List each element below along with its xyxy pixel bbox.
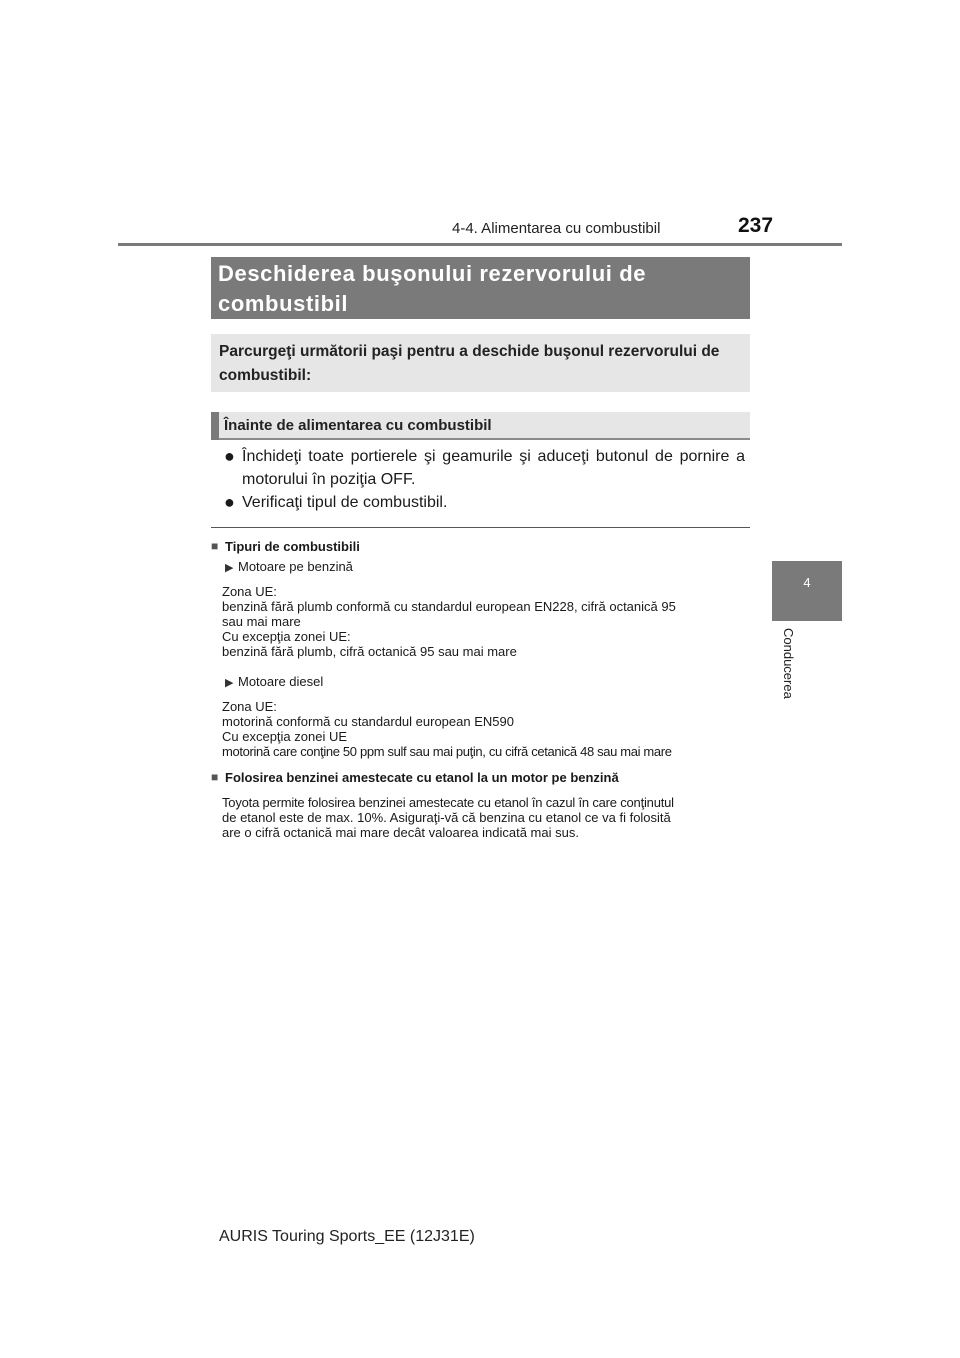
subheading-marker [211,412,219,440]
subheading: Înainte de alimentarea cu combustibil [224,417,492,434]
note-heading-ethanol: Folosirea benzinei amestecate cu etanol la un motor pe benzină [225,770,619,785]
bullet-icon: ● [224,492,235,512]
chapter-tab [772,561,842,621]
ethanol-line: are o cifră octanică mai mare decât valoarea indicată mai sus. [222,825,579,840]
diesel-line: Zona UE: [222,699,277,714]
bullet-item: Închideţi toate portierele şi geamurile şi aduceţi butonul de pornire a motorului în poziţia OFF. [242,448,745,488]
chapter-number: 4 [803,575,811,590]
arrow-right-icon: ▶ [225,677,234,689]
square-bullet-icon: ■ [211,770,219,784]
note-heading-fuel-types: Tipuri de combustibili [225,539,360,554]
ethanol-line: de etanol este de max. 10%. Asiguraţi-vă că benzina cu etanol ce va fi folosită [222,810,671,825]
page-number: 237 [738,214,774,237]
diesel-engines-label: Motoare diesel [238,674,324,689]
diesel-line: motorină conformă cu standardul european EN590 [222,714,514,729]
bullet-item: Verificaţi tipul de combustibil. [242,494,448,511]
arrow-right-icon: ▶ [225,562,234,574]
diesel-line: motorină care conţine 50 ppm sulf sau mai puţin, cu cifră cetanică 48 sau mai mare [222,744,672,759]
notes-divider [211,527,750,528]
chapter-label: Conducerea [781,628,796,699]
petrol-line: Cu excepţia zonei UE: [222,629,351,644]
header-divider [118,243,842,246]
petrol-engines-label: Motoare pe benzină [238,559,353,574]
petrol-line: sau mai mare [222,614,301,629]
page-title: Deschiderea buşonului rezervorului de combustibil [218,261,647,316]
petrol-line: benzină fără plumb conformă cu standardul european EN228, cifră octanică 95 [222,599,676,614]
footer-model: AURIS Touring Sports_EE (12J31E) [219,1228,475,1245]
petrol-line: benzină fără plumb, cifră octanică 95 sau mai mare [222,644,517,659]
ethanol-line: Toyota permite folosirea benzinei amestecate cu etanol în cazul în care conţinutul [222,795,674,810]
diesel-line: Cu excepţia zonei UE [222,729,348,744]
petrol-line: Zona UE: [222,584,277,599]
chapter-label-wrap [780,628,800,718]
bullet-icon: ● [224,446,235,466]
square-bullet-icon: ■ [211,539,219,553]
section-title: 4-4. Alimentarea cu combustibil [452,220,661,237]
intro-text: Parcurgeţi următorii paşi pentru a deschide buşonul rezervorului de combustibil: [219,343,720,384]
